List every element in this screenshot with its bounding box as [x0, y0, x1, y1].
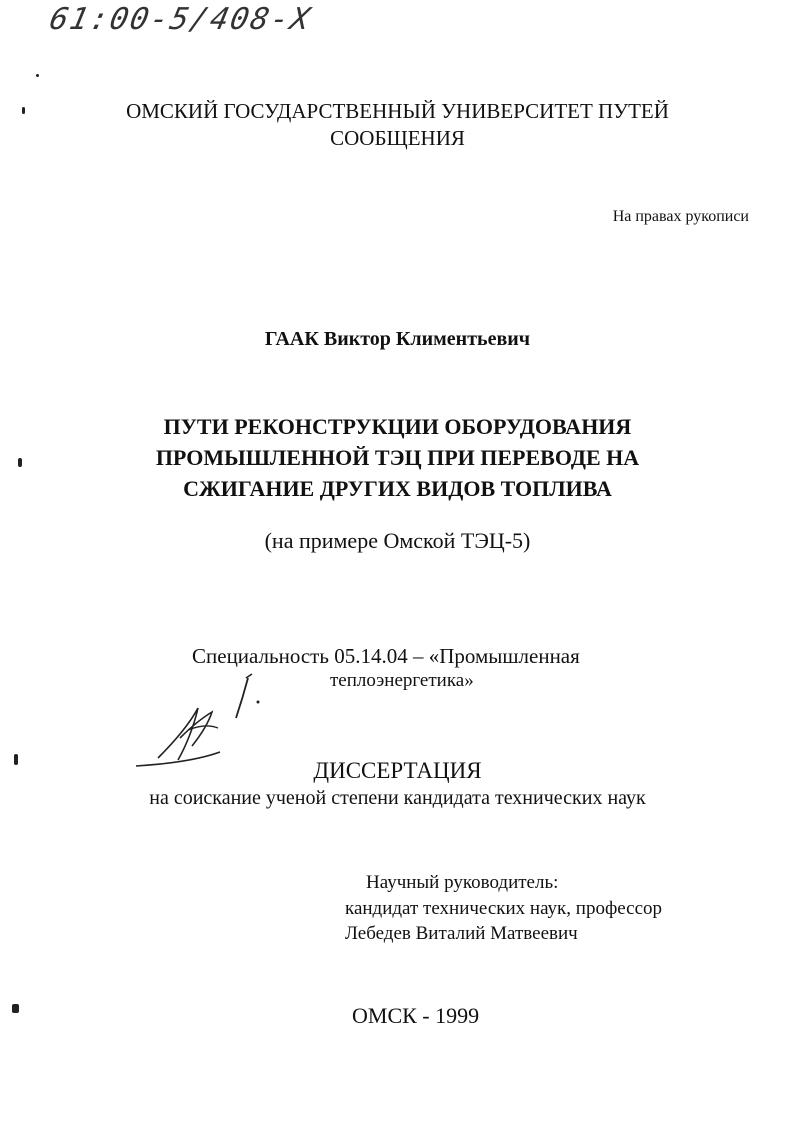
title-line-2: ПРОМЫШЛЕННОЙ ТЭЦ ПРИ ПЕРЕВОДЕ НА — [155, 445, 640, 470]
university-name — [0, 98, 795, 152]
scan-speck — [12, 1004, 19, 1013]
specialty-line-2: теплоэнергетика» — [330, 670, 474, 691]
supervisor-name: Лебедев Виталий Матвеевич — [345, 923, 578, 944]
supervisor-label: Научный руководитель: — [366, 872, 559, 893]
university-line-1: ОМСКИЙ ГОСУДАРСТВЕННЫЙ УНИВЕРСИТЕТ ПУТЕЙ — [126, 99, 669, 123]
scan-speck — [22, 107, 25, 114]
scan-speck — [18, 458, 22, 467]
title-line-1: ПУТИ РЕКОНСТРУКЦИИ ОБОРУДОВАНИЯ — [163, 414, 632, 439]
document-type: ДИССЕРТАЦИЯ — [313, 758, 482, 783]
city-year: ОМСК - 1999 — [352, 1003, 480, 1028]
title-line-3: СЖИГАНИЕ ДРУГИХ ВИДОВ ТОПЛИВА — [183, 476, 612, 501]
rights-note: На правах рукописи — [612, 208, 749, 225]
university-line-2: СООБЩЕНИЯ — [330, 126, 465, 150]
handwritten-catalog-number: 61:00-5/408-X — [46, 2, 315, 37]
supervisor-degree: кандидат технических наук, профессор — [345, 898, 663, 919]
degree-line: на соискание ученой степени кандидата технических наук — [149, 787, 646, 809]
scan-speck — [14, 754, 18, 765]
author-name: ГААК Виктор Климентьевич — [264, 328, 531, 350]
dissertation-title — [0, 411, 795, 504]
subtitle: (на примере Омской ТЭЦ-5) — [264, 528, 531, 553]
scan-speck — [36, 74, 39, 77]
specialty-line-1: Специальность 05.14.04 – «Промышленная — [192, 644, 580, 668]
